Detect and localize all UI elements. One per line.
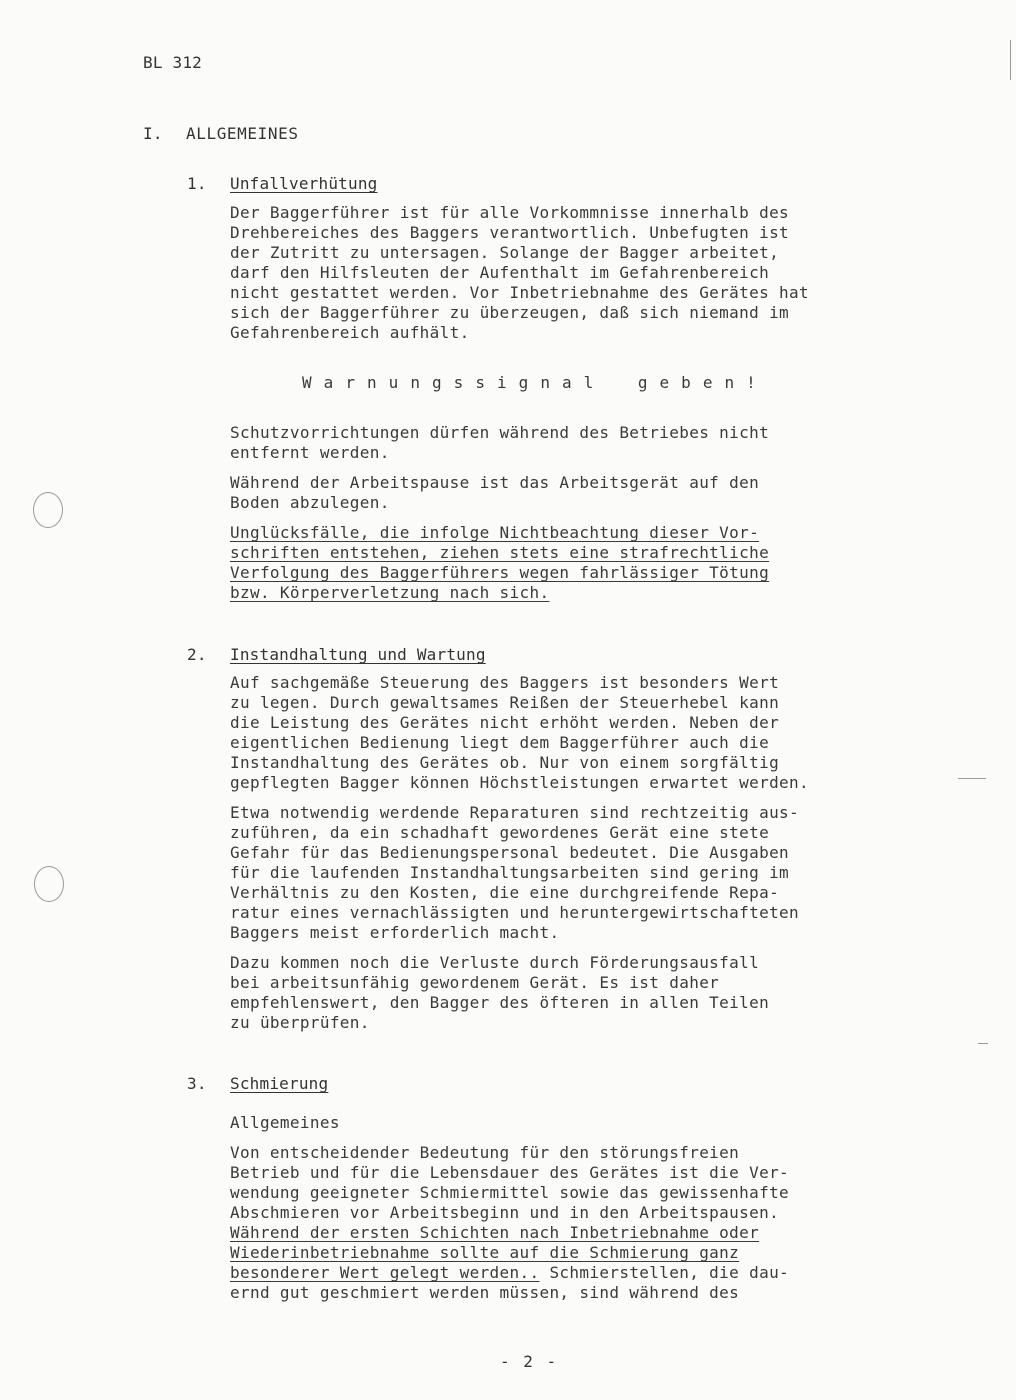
text-line: Baggers meist erforderlich macht. xyxy=(230,923,560,942)
text-line: nicht gestattet werden. Vor Inbetriebnahme des Gerätes hat xyxy=(230,283,810,302)
text-line: Unglücksfälle, die infolge Nichtbeachtung dieser Vor- xyxy=(230,523,760,542)
text-line: Dazu kommen noch die Verluste durch Förderungsausfall xyxy=(230,953,760,972)
text-line: besonderer Wert gelegt werden.. Schmierstellen, die dau- xyxy=(230,1263,790,1282)
subsection-3-number: 3. xyxy=(187,1074,207,1093)
text-line: eigentlichen Bedienung liegt dem Baggerführer auch die xyxy=(230,733,770,752)
text-line: Etwa notwendig werdende Reparaturen sind rechtzeitig aus- xyxy=(230,803,800,822)
text-line: Von entscheidender Bedeutung für den störungsfreien xyxy=(230,1143,740,1162)
subsection-3-subheading: Allgemeines xyxy=(230,1113,340,1132)
text-line: Drehbereiches des Baggers verantwortlich. Unbefugten ist xyxy=(230,223,790,242)
subsection-1-number: 1. xyxy=(187,174,207,193)
text-line: bzw. Körperverletzung nach sich. xyxy=(230,583,550,602)
text-line: empfehlenswert, den Bagger des öfteren in allen Teilen xyxy=(230,993,770,1012)
punch-hole-mark xyxy=(34,866,64,902)
subsection-3-heading: Schmierung xyxy=(230,1074,329,1093)
document-code: BL 312 xyxy=(143,53,202,72)
subsection-2-heading: Instandhaltung und Wartung xyxy=(230,645,486,664)
text-line: Während der ersten Schichten nach Inbetriebnahme oder xyxy=(230,1223,760,1242)
text-line: wendung geeigneter Schmiermittel sowie das gewissenhafte xyxy=(230,1183,790,1202)
text-line: für die laufenden Instandhaltungsarbeiten sind gering im xyxy=(230,863,790,882)
text-line: Während der Arbeitspause ist das Arbeitsgerät auf den xyxy=(230,473,760,492)
text-line: Gefahr für das Bedienungspersonal bedeutet. Die Ausgaben xyxy=(230,843,790,862)
warning-signal-text: W a r n u n g s s i g n a l g e b e n ! xyxy=(302,373,757,392)
punch-hole-mark xyxy=(33,492,63,528)
text-line: zu überprüfen. xyxy=(230,1013,370,1032)
text-line: Schutzvorrichtungen dürfen während des Betriebes nicht xyxy=(230,423,770,442)
text-line: sich der Baggerführer zu überzeugen, daß sich niemand im xyxy=(230,303,790,322)
scan-speck xyxy=(1010,40,1011,80)
text-line: Boden abzulegen. xyxy=(230,493,390,512)
text-line: Verfolgung des Baggerführers wegen fahrlässiger Tötung xyxy=(230,563,770,582)
scan-speck xyxy=(978,1043,988,1044)
text-line: gepflegten Bagger können Höchstleistungen erwartet werden. xyxy=(230,773,810,792)
text-line: Instandhaltung des Gerätes ob. Nur von einem sorgfältig xyxy=(230,753,780,772)
section-number: I. xyxy=(143,124,163,143)
text-line: ernd gut geschmiert werden müssen, sind während des xyxy=(230,1283,740,1302)
text-line: die Leistung des Gerätes nicht erhöht werden. Neben der xyxy=(230,713,780,732)
scan-speck xyxy=(958,778,986,779)
text-line: Verhältnis zu den Kosten, die eine durchgreifende Repa- xyxy=(230,883,780,902)
text-line: Abschmieren vor Arbeitsbeginn und in den Arbeitspausen. xyxy=(230,1203,780,1222)
text-line: Wiederinbetriebnahme sollte auf die Schmierung ganz xyxy=(230,1243,740,1262)
subsection-2-number: 2. xyxy=(187,645,207,664)
text-fragment: Schmierstellen, die dau- xyxy=(539,1263,790,1282)
text-line: bei arbeitsunfähig gewordenem Gerät. Es ist daher xyxy=(230,973,720,992)
text-line: schriften entstehen, ziehen stets eine strafrechtliche xyxy=(230,543,770,562)
text-line: Gefahrenbereich aufhält. xyxy=(230,323,470,342)
text-line: der Zutritt zu untersagen. Solange der Bagger arbeitet, xyxy=(230,243,780,262)
text-line: zuführen, da ein schadhaft gewordenes Gerät eine stete xyxy=(230,823,770,842)
text-line: entfernt werden. xyxy=(230,443,390,462)
page-number: - 2 - xyxy=(500,1352,559,1371)
section-title: ALLGEMEINES xyxy=(186,124,299,143)
text-line: Betrieb und für die Lebensdauer des Gerätes ist die Ver- xyxy=(230,1163,790,1182)
text-line: Auf sachgemäße Steuerung des Baggers ist besonders Wert xyxy=(230,673,780,692)
subsection-1-heading: Unfallverhütung xyxy=(230,174,378,193)
text-line: Der Baggerführer ist für alle Vorkommnisse innerhalb des xyxy=(230,203,790,222)
text-line: ratur eines vernachlässigten und heruntergewirtschafteten xyxy=(230,903,800,922)
text-line: darf den Hilfsleuten der Aufenthalt im Gefahrenbereich xyxy=(230,263,770,282)
text-line: zu legen. Durch gewaltsames Reißen der Steuerhebel kann xyxy=(230,693,780,712)
underlined-fragment: besonderer Wert gelegt werden. xyxy=(230,1263,530,1282)
